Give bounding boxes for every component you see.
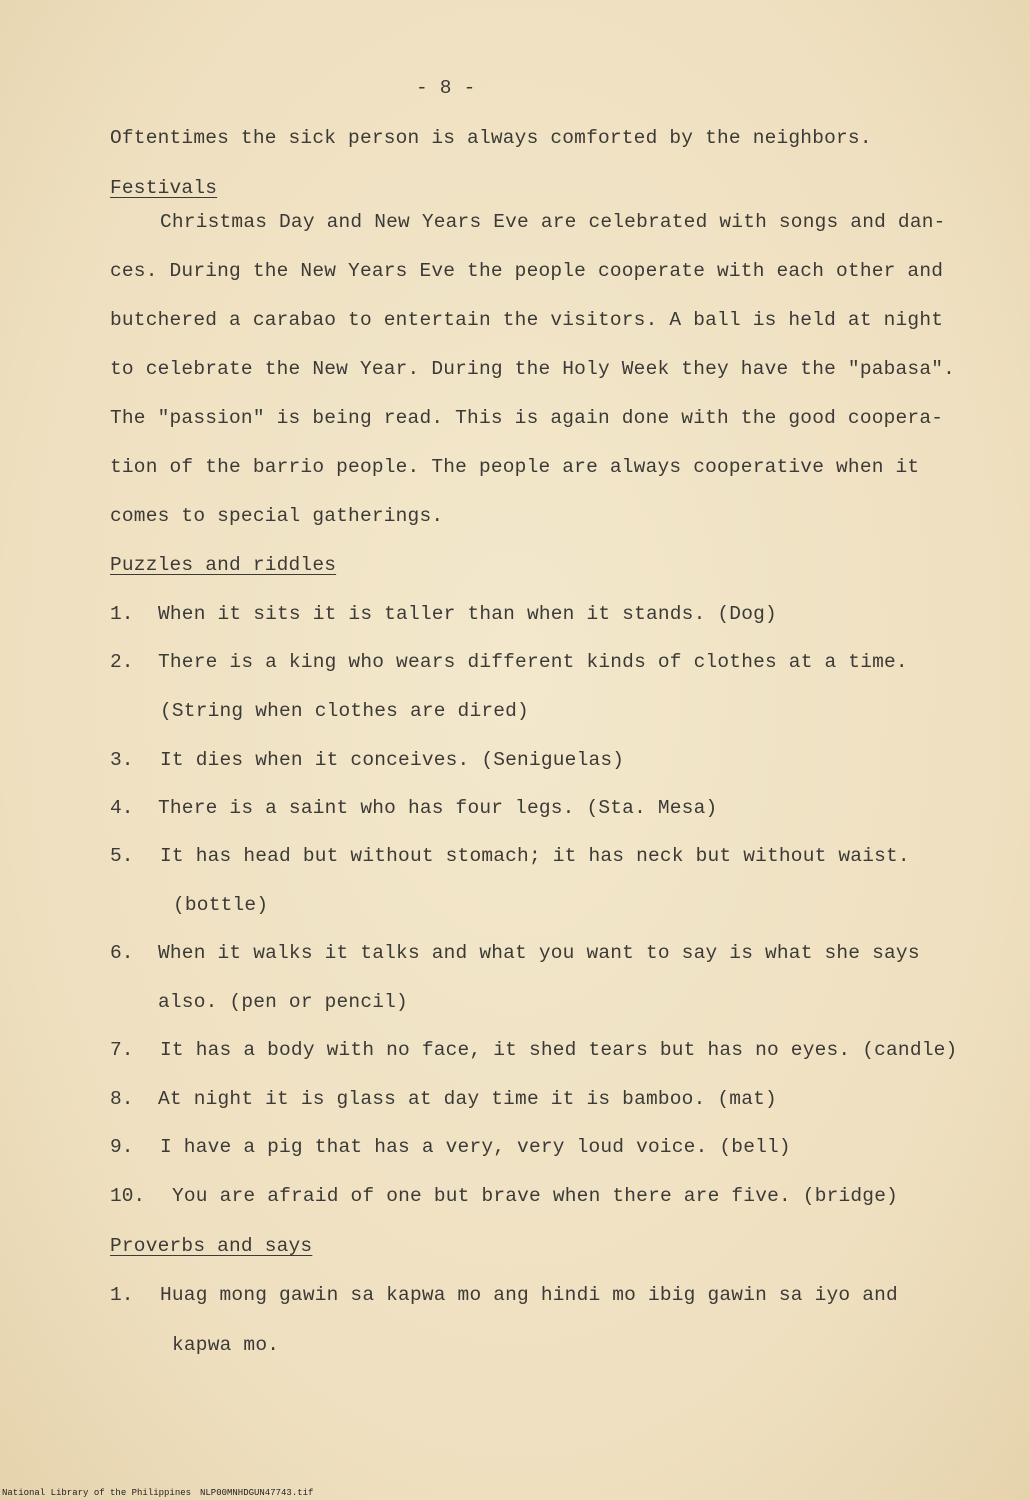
riddle-line: It dies when it conceives. (Seniguelas) — [160, 749, 625, 771]
festivals-line-4: to celebrate the New Year. During the Holy Week they have the "pabasa". — [110, 358, 956, 380]
riddle-number: 2. — [110, 651, 134, 673]
riddle-number: 1. — [110, 603, 134, 625]
riddle-line: When it sits it is taller than when it stands. (Dog) — [158, 603, 777, 625]
festivals-line-2: ces. During the New Years Eve the people cooperate with each other and — [110, 260, 944, 282]
proverb-number: 1. — [110, 1284, 134, 1306]
opening-line: Oftentimes the sick person is always comforted by the neighbors. — [110, 127, 872, 149]
riddle-number: 8. — [110, 1088, 134, 1110]
festivals-line-3: butchered a carabao to entertain the visitors. A ball is held at night — [110, 309, 944, 331]
riddle-line: There is a saint who has four legs. (Sta. Mesa) — [158, 797, 718, 819]
riddle-line: It has a body with no face, it shed tears but has no eyes. (candle) — [160, 1039, 958, 1061]
riddle-line: (bottle) — [173, 894, 269, 916]
riddle-number: 5. — [110, 845, 134, 867]
riddle-number: 3. — [110, 749, 134, 771]
riddle-line: (String when clothes are dired) — [160, 700, 529, 722]
riddle-line: At night it is glass at day time it is bamboo. (mat) — [158, 1088, 777, 1110]
proverb-line: Huag mong gawin sa kapwa mo ang hindi mo ibig gawin sa iyo and — [160, 1284, 898, 1306]
riddle-line: It has head but without stomach; it has neck but without waist. — [160, 845, 910, 867]
riddle-number: 6. — [110, 942, 134, 964]
riddle-number: 10. — [110, 1185, 146, 1207]
riddle-number: 7. — [110, 1039, 134, 1061]
festivals-heading: Festivals — [110, 177, 218, 199]
festivals-line-1: Christmas Day and New Years Eve are celebrated with songs and dan- — [160, 211, 946, 233]
festivals-line-6: tion of the barrio people. The people are always cooperative when it — [110, 456, 920, 478]
proverbs-heading: Proverbs and says — [110, 1235, 313, 1257]
festivals-line-7: comes to special gatherings. — [110, 505, 444, 527]
footer-library: National Library of the Philippines — [2, 1488, 192, 1498]
riddle-line: also. (pen or pencil) — [158, 991, 408, 1013]
festivals-line-5: The "passion" is being read. This is again done with the good coopera- — [110, 407, 944, 429]
footer-file-id: NLP00MNHDGUN47743.tif — [200, 1488, 314, 1498]
proverb-line: kapwa mo. — [172, 1334, 280, 1356]
riddle-line: When it walks it talks and what you want to say is what she says — [158, 942, 920, 964]
riddle-line: I have a pig that has a very, very loud voice. (bell) — [160, 1136, 791, 1158]
riddle-number: 9. — [110, 1136, 134, 1158]
page-number: - 8 - — [416, 77, 476, 99]
riddle-line: There is a king who wears different kinds of clothes at a time. — [158, 651, 908, 673]
riddle-line: You are afraid of one but brave when there are five. (bridge) — [172, 1185, 899, 1207]
riddle-number: 4. — [110, 797, 134, 819]
riddles-heading: Puzzles and riddles — [110, 554, 337, 576]
